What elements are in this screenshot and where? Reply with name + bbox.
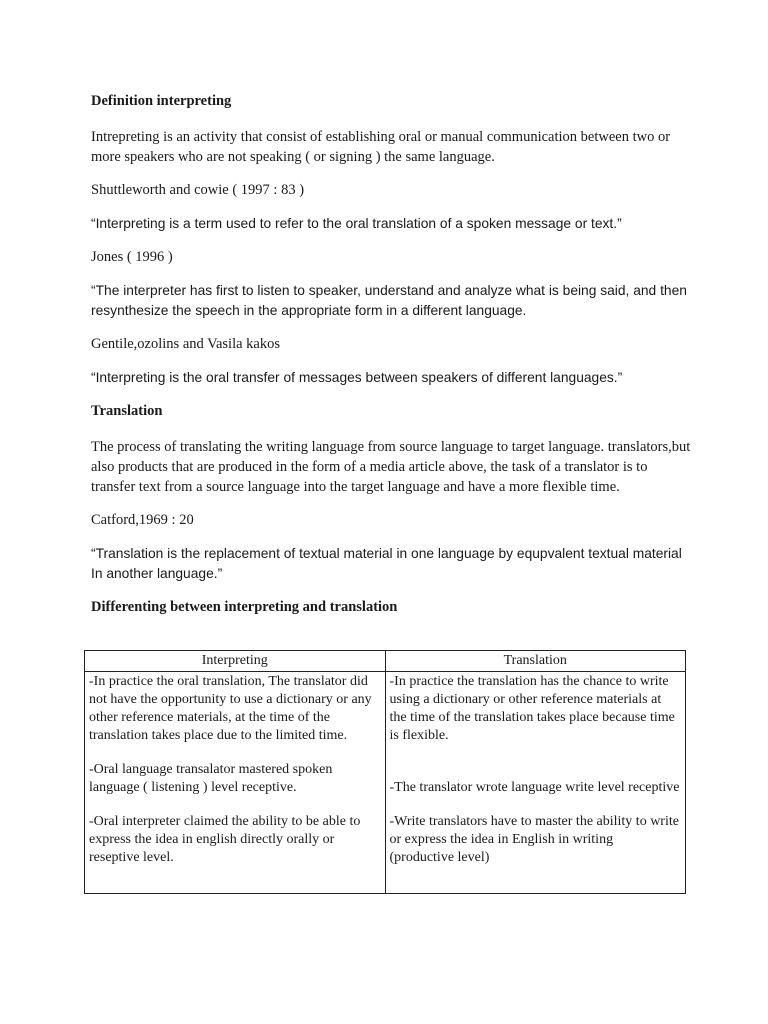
document-body	[91, 91, 691, 633]
translation-point-2: -The translator wrote language write level receptive	[389, 780, 680, 795]
translation-cell	[385, 672, 686, 894]
quote-jones: “The interpreter has first to listen to speaker, understand and analyze what is being said, and then resynthesize the speech in the appropriate form in a different language.	[91, 283, 687, 318]
interpreting-cell	[85, 672, 386, 894]
citation-gentile: Gentile,ozolins and Vasila kakos	[91, 336, 281, 352]
citation-shuttleworth: Shuttleworth and cowie ( 1997 : 83 )	[91, 182, 305, 198]
citation-catford: Catford,1969 : 20	[91, 512, 194, 528]
table-header-row	[85, 651, 686, 672]
quote-shuttleworth: “Interpreting is a term used to refer to the oral translation of a spoken message or text.”	[91, 216, 622, 231]
paragraph-interpreting-definition: Intrepreting is an activity that consist of establishing oral or manual communication between two or more speakers who are not speaking ( or signing ) the same language.	[91, 129, 671, 165]
quote-gentile: “Interpreting is the oral transfer of messages between speakers of different languages.”	[91, 370, 623, 385]
heading-definition-interpreting: Definition interpreting	[91, 93, 232, 109]
table-header-interpreting: Interpreting	[85, 651, 386, 672]
translation-point-3: -Write translators have to master the ability to write or express the idea in English in writing (productive level)	[389, 814, 679, 865]
interpreting-point-3: -Oral interpreter claimed the ability to be able to express the idea in english directly orally or reseptive level.	[89, 814, 361, 865]
translation-point-1: -In practice the translation has the chance to write using a dictionary or other reference materials at the time of the translation takes place because time is flexible.	[389, 674, 675, 743]
comparison-table	[84, 650, 686, 894]
heading-translation: Translation	[91, 403, 163, 419]
paragraph-translation-definition: The process of translating the writing language from source language to target language. translators,but also products that are produced in the form of a media article above, the task of a translator is to transfer text from a source language into the target language and have a more flexible time.	[91, 439, 691, 495]
table-row	[85, 672, 686, 894]
table-header-translation: Translation	[385, 651, 686, 672]
citation-jones: Jones ( 1996 )	[91, 249, 173, 265]
interpreting-point-1: -In practice the oral translation, The translator did not have the opportunity to use a dictionary or any other reference materials, at the time of the translation takes place due to the limited time.	[89, 674, 372, 743]
interpreting-point-2: -Oral language transalator mastered spoken language ( listening ) level receptive.	[89, 762, 333, 795]
quote-catford: “Translation is the replacement of textual material in one language by equpvalent textual material In another language.”	[91, 546, 682, 581]
heading-differences: Differenting between interpreting and translation	[91, 599, 398, 615]
